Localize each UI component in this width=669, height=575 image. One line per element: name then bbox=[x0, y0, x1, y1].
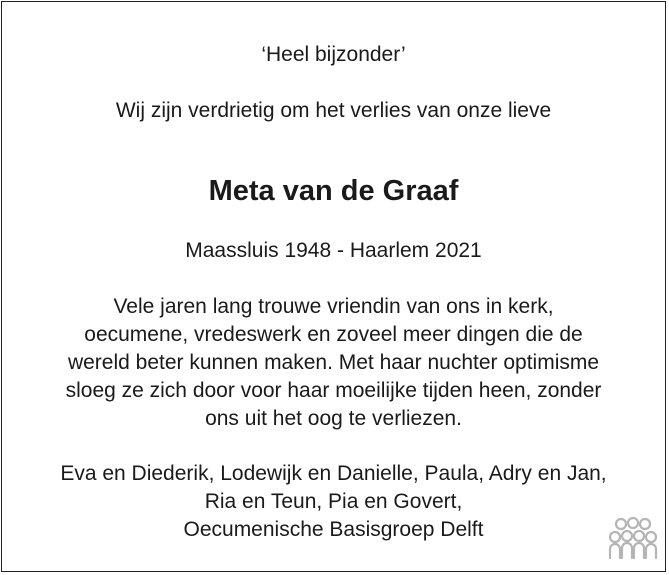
tribute-line: wereld beter kunnen maken. Met haar nuchter optimisme bbox=[67, 351, 600, 374]
tribute-line: Vele jaren lang trouwe vriendin van ons in kerk, bbox=[113, 295, 554, 318]
intro-text: Wij zijn verdrietig om het verlies van onze lieve bbox=[115, 99, 552, 122]
tribute-line: sloeg ze zich door voor haar moeilijke tijden heen, zonder bbox=[65, 379, 602, 402]
signers-block bbox=[2, 460, 665, 544]
tribute-line: oecumene, vredeswerk en zoveel meer dingen die de bbox=[84, 323, 583, 346]
people-group-icon bbox=[606, 516, 658, 560]
tribute-paragraph bbox=[2, 293, 665, 433]
signer-line: Eva en Diederik, Lodewijk en Danielle, Paula, Adry en Jan, bbox=[60, 462, 607, 485]
signer-line: Ria en Teun, Pia en Govert, bbox=[204, 490, 463, 513]
deceased-name: Meta van de Graaf bbox=[208, 175, 459, 207]
motto-text: ‘Heel bijzonder’ bbox=[261, 43, 406, 66]
tribute-line: ons uit het oog te verliezen. bbox=[205, 407, 462, 430]
obituary-card bbox=[1, 1, 666, 572]
signer-line: Oecumenische Basisgroep Delft bbox=[183, 518, 484, 541]
life-dates: Maassluis 1948 - Haarlem 2021 bbox=[185, 239, 482, 262]
